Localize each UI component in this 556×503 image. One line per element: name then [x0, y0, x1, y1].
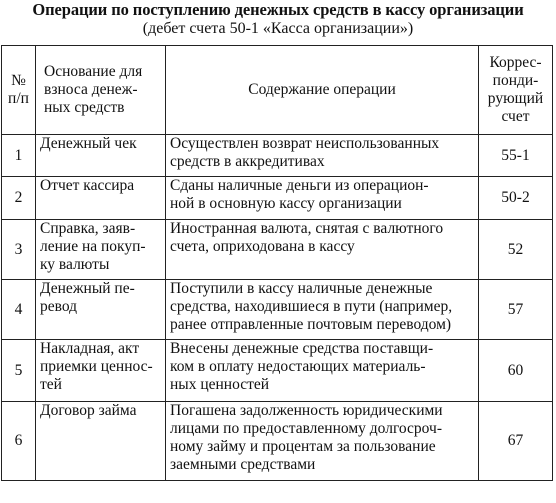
row-content-line: лицами по предоставленному долгосроч-: [170, 420, 442, 437]
header-basis-line: ных средств: [44, 99, 125, 116]
row-number: 5: [2, 340, 36, 402]
row-content-line: Внесены денежные средства поставщи-: [170, 340, 434, 357]
table-row: [2, 220, 553, 280]
row-basis: [36, 402, 166, 481]
row-basis-line: ление на покуп-: [40, 238, 146, 255]
header-account-line: счет: [501, 108, 530, 125]
row-content-line: ных ценностей: [170, 376, 270, 393]
row-content-line: Иностранная валюта, снятая с валютного: [170, 220, 444, 237]
row-content-line: ком в оплату недостающих материаль-: [170, 358, 426, 375]
header-num-line: п/п: [8, 90, 29, 107]
row-content-line: средств в аккредитивах: [170, 153, 325, 170]
row-number: 6: [2, 402, 36, 481]
row-basis: [36, 220, 166, 280]
row-basis-line: Отчет кассира: [40, 177, 135, 194]
row-content-line: ранее отправленные почтовым переводом): [170, 316, 452, 333]
row-content: [166, 402, 479, 481]
row-basis-line: тей: [40, 376, 62, 393]
row-basis-line: Денежный пе-: [40, 280, 135, 297]
header-account: [479, 46, 553, 135]
row-basis: [36, 280, 166, 340]
row-number: 1: [2, 135, 36, 177]
row-basis-line: Денежный чек: [40, 135, 137, 152]
row-content: [166, 135, 479, 177]
row-number: 4: [2, 280, 36, 340]
header-account-line: Коррес-: [489, 54, 542, 71]
row-basis-line: Договор займа: [40, 402, 137, 419]
header-account-line: понди-: [492, 72, 539, 89]
header-basis-line: Основание для: [44, 63, 143, 80]
row-basis: [36, 135, 166, 177]
row-basis-line: Справка, заяв-: [40, 220, 136, 237]
row-basis: [36, 340, 166, 402]
row-content-line: ному займу и процентам за пользование: [170, 438, 436, 455]
table-row: [2, 177, 553, 220]
row-number: 3: [2, 220, 36, 280]
row-content-line: Осуществлен возврат неиспользованных: [170, 135, 440, 152]
table-header-row: [2, 46, 553, 135]
row-content-line: счета, оприходована в кассу: [170, 238, 355, 255]
row-account: 52: [479, 220, 553, 280]
header-content: [166, 46, 479, 135]
row-account: 55-1: [479, 135, 553, 177]
row-account: 67: [479, 402, 553, 481]
page-title: Операции по поступлению денежных средств в кассу организации: [32, 0, 524, 19]
table-row: [2, 402, 553, 481]
row-content-line: средства, находившиеся в пути (например,: [170, 298, 453, 315]
header-num-line: №: [11, 72, 26, 89]
table-row: [2, 280, 553, 340]
row-number: 2: [2, 177, 36, 220]
header-account-line: рующий: [487, 90, 544, 107]
row-content-line: Погашена задолженность юридическими: [170, 402, 443, 419]
row-basis-line: приемки ценнос-: [40, 358, 153, 375]
header-basis: [36, 46, 166, 135]
row-content: [166, 220, 479, 280]
row-content-line: Поступили в кассу наличные денежные: [170, 280, 433, 297]
row-basis: [36, 177, 166, 220]
header-basis-line: взноса денеж-: [44, 81, 138, 98]
row-content-line: Сданы наличные деньги из операцион-: [170, 177, 429, 194]
row-basis-line: Накладная, акт: [40, 340, 140, 357]
header-content-line: Содержание операции: [248, 81, 396, 98]
row-basis-line: ревод: [40, 298, 78, 315]
operations-table: [1, 45, 553, 481]
row-account: 57: [479, 280, 553, 340]
row-account: 60: [479, 340, 553, 402]
row-basis-line: ку валюты: [40, 256, 110, 273]
row-content: [166, 280, 479, 340]
page-subtitle: (дебет счета 50-1 «Касса организации»): [142, 20, 414, 37]
row-content: [166, 340, 479, 402]
row-content-line: заемными средствами: [170, 456, 316, 473]
table-row: [2, 135, 553, 177]
row-content: [166, 177, 479, 220]
row-content-line: ной в основную кассу организации: [170, 195, 402, 212]
table-row: [2, 340, 553, 402]
row-account: 50-2: [479, 177, 553, 220]
header-num: [2, 46, 36, 135]
